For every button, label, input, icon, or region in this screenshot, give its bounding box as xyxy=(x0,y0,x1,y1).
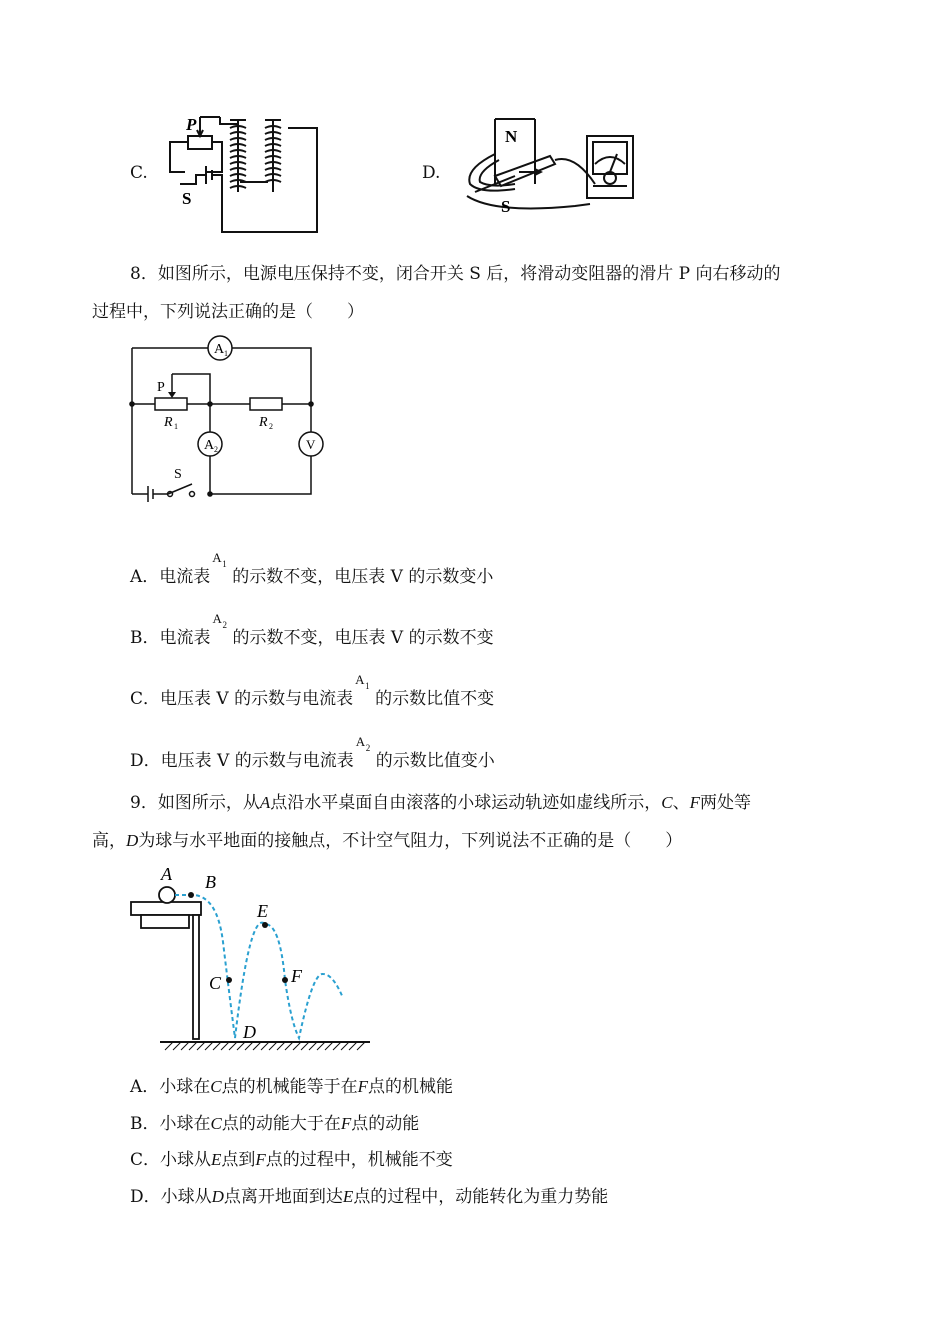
q8-a-meter: A 1 xyxy=(212,550,227,569)
slider-p-label: P xyxy=(157,380,165,395)
q8-stem-line1: 8．如图所示，电源电压保持不变，闭合开关 S 后，将滑动变阻器的滑片 P 向右移动的 xyxy=(130,264,781,284)
point-e-label: E xyxy=(257,901,268,921)
q9-stem-line2: 高，D为球与水平地面的接触点，不计空气阻力，下列说法不正确的是（ ） xyxy=(92,831,683,851)
q8-d-prefix: D．电压表 V 的示数与电流表 xyxy=(130,751,354,771)
q9-option-a[interactable]: A．小球在C点的机械能等于在F点的机械能 xyxy=(130,1077,454,1097)
option-c-label[interactable]: C. xyxy=(130,163,148,183)
fig-c-label-p: P xyxy=(186,115,197,134)
q8-option-b[interactable] xyxy=(130,611,494,650)
meter-a1-sub: 1 xyxy=(224,349,228,358)
r1-sub: 1 xyxy=(174,422,178,431)
q8-a-suffix: 的示数不变，电压表 V 的示数变小 xyxy=(232,567,494,587)
figure-q8-circuit xyxy=(120,334,335,504)
q8-b-suffix: 的示数不变，电压表 V 的示数不变 xyxy=(232,628,494,648)
q8-option-d[interactable] xyxy=(130,734,495,773)
point-b-label: B xyxy=(205,872,216,892)
fig-c-label-s: S xyxy=(182,189,192,208)
q9-option-b[interactable]: B．小球在C点的动能大于在F点的动能 xyxy=(130,1114,420,1134)
meter-a2-letter: A xyxy=(204,438,215,453)
q8-a-prefix: A．电流表 xyxy=(130,567,211,587)
figure-electromagnet-circuit xyxy=(160,112,325,237)
fig-d-label-s: S xyxy=(501,197,511,214)
q8-c-suffix: 的示数比值不变 xyxy=(375,689,495,709)
point-a-label: A xyxy=(161,864,172,884)
point-f-label: F xyxy=(291,966,302,986)
q8-option-a[interactable] xyxy=(130,550,494,589)
switch-s-label: S xyxy=(174,467,182,482)
q9-option-d[interactable]: D．小球从D点离开地面到达E点的过程中，动能转化为重力势能 xyxy=(130,1187,609,1207)
figure-q9-ball-trajectory xyxy=(125,862,375,1054)
r2-sub: 2 xyxy=(269,422,273,431)
point-d-label: D xyxy=(243,1022,256,1042)
q8-stem-line2: 过程中，下列说法正确的是（ ） xyxy=(92,302,364,322)
r1-label: R xyxy=(164,415,173,430)
q8-b-prefix: B．电流表 xyxy=(130,628,211,648)
option-d-label[interactable]: D. xyxy=(422,163,441,183)
r2-label: R xyxy=(259,415,268,430)
meter-a1-letter: A xyxy=(214,342,225,357)
point-c-label: C xyxy=(209,973,222,993)
q9-option-c[interactable]: C．小球从E点到F点的过程中，机械能不变 xyxy=(130,1150,453,1170)
q8-c-prefix: C．电压表 V 的示数与电流表 xyxy=(130,689,354,709)
q8-c-meter: A 1 xyxy=(355,672,370,691)
figure-magnet-galvanometer xyxy=(455,114,640,214)
fig-d-label-n: N xyxy=(505,127,518,146)
q8-option-c[interactable] xyxy=(130,672,495,711)
meter-v-letter: V xyxy=(306,437,316,452)
q8-d-suffix: 的示数比值变小 xyxy=(375,751,495,771)
q8-b-meter: A 2 xyxy=(212,611,227,630)
meter-a2-sub: 2 xyxy=(214,445,218,454)
q9-stem-line1: 9．如图所示，从A点沿水平桌面自由滚落的小球运动轨迹如虚线所示，C、F两处等 xyxy=(130,793,751,813)
q8-d-meter: A 2 xyxy=(355,734,371,753)
